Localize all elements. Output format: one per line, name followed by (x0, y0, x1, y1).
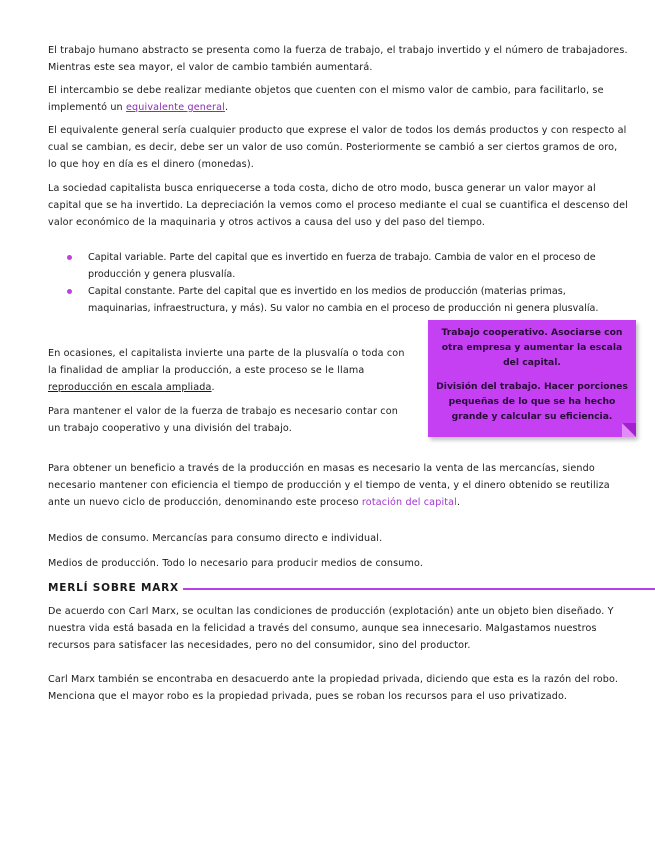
bullet-dot-icon (67, 289, 72, 294)
section-heading (48, 581, 655, 595)
section-heading-title: MERLÍ SOBRE MARX (48, 581, 183, 595)
bullet-capital-constante (64, 284, 624, 317)
paragraph-fuerza-trabajo: Para mantener el valor de la fuerza de trabajo es necesario contar con un trabajo cooperativo y una división del trabajo. (48, 406, 398, 434)
term-reproduccion-escala-ampliada: reproducción en escala ampliada (48, 382, 212, 393)
paragraph-rotacion-capital (48, 460, 628, 511)
paragraph-reproduccion-text: En ocasiones, el capitalista invierte una parte de la plusvalía o toda con la finalidad de ampliar la producción, a este proceso se le llama (48, 348, 405, 376)
paragraph-marx-produccion: De acuerdo con Carl Marx, se ocultan las condiciones de producción (explotación) ante un objeto bien diseñado. Y nuestra vida está basada en la felicidad a través del consumo, aunque sea innecesario. Malgastamos nuestros recursos para satisfacer las necesidades, pero no del consumidor, sino del productor. (48, 606, 614, 651)
paragraph-sociedad-capitalista: La sociedad capitalista busca enriquecerse a toda costa, dicho de otro modo, busca generar un valor mayor al capital que se ha invertido. La depreciación la vemos como el proceso mediante el cual se cuantifica el descenso del valor económico de la maquinaria y otros activos a causa del uso y del paso del tiempo. (48, 183, 628, 228)
link-equivalente-general[interactable]: equivalente general (126, 102, 225, 113)
bullet-dot-icon (67, 255, 72, 260)
paragraph-rotacion-text: Para obtener un beneficio a través de la producción en masas es necesario la venta de las mercancías, siendo necesario mantener con eficiencia el tiempo de producción y el tiempo de venta, y el dinero obtenido se reutiliza ante un nuevo ciclo de producción, denominando este proceso (48, 463, 610, 508)
paragraph-intercambio (48, 82, 628, 116)
sticky-note (428, 320, 636, 437)
section-heading-rule (168, 588, 655, 590)
paragraph-equivalente-general: El equivalente general sería cualquier producto que exprese el valor de todos los demás productos y con respecto al cual se cambian, es decir, debe ser un valor de uso común. Posteriormente se cambió a ser ciertos gramos de oro, lo que hoy en día es el dinero (monedas). (48, 125, 627, 170)
paragraph-rotacion-end: . (457, 497, 461, 508)
paragraph-medios-consumo: Medios de consumo. Mercancías para consumo directo e individual. (48, 533, 383, 544)
paragraph-trabajo-abstracto: El trabajo humano abstracto se presenta como la fuerza de trabajo, el trabajo invertido y el número de trabajadores. Mientras este sea mayor, el valor de cambio también aumentará. (48, 45, 628, 73)
paragraph-reproduccion-end: . (211, 382, 215, 393)
capital-bullet-list (64, 250, 624, 318)
paragraph-reproduccion (48, 345, 408, 396)
paragraph-medios-produccion: Medios de producción. Todo lo necesario para producir medios de consumo. (48, 558, 424, 569)
bullet-capital-variable (64, 250, 624, 283)
term-rotacion-del-capital: rotación del capital (361, 497, 458, 508)
note-division-trabajo: División del trabajo. Hacer porciones pequeñas de lo que se ha hecho grande y calcular su eficiencia. (436, 381, 628, 422)
paragraph-intercambio-end: . (224, 102, 229, 113)
note-trabajo-cooperativo: Trabajo cooperativo. Asociarse con otra empresa y aumentar la escala del capital. (441, 327, 623, 368)
paragraph-marx-propiedad: Carl Marx también se encontraba en desacuerdo ante la propiedad privada, diciendo que esta es la razón del robo. Menciona que el mayor robo es la propiedad privada, pues se roban los recursos para el uso privatizado. (48, 674, 619, 702)
paragraph-intercambio-text: El intercambio se debe realizar mediante objetos que cuenten con el mismo valor de cambio, para facilitarlo, se implementó un (48, 85, 604, 113)
bullet-text: Capital constante. Parte del capital que es invertido en los medios de producción (materias primas, maquinarias, infraestructura, y más). Su valor no cambia en el proceso de producción ni genera plusvalía. (88, 286, 599, 314)
bullet-text: Capital variable. Parte del capital que es invertido en fuerza de trabajo. Cambia de valor en el proceso de producción y genera plusvalía. (88, 252, 596, 280)
note-fold-corner (622, 423, 636, 437)
